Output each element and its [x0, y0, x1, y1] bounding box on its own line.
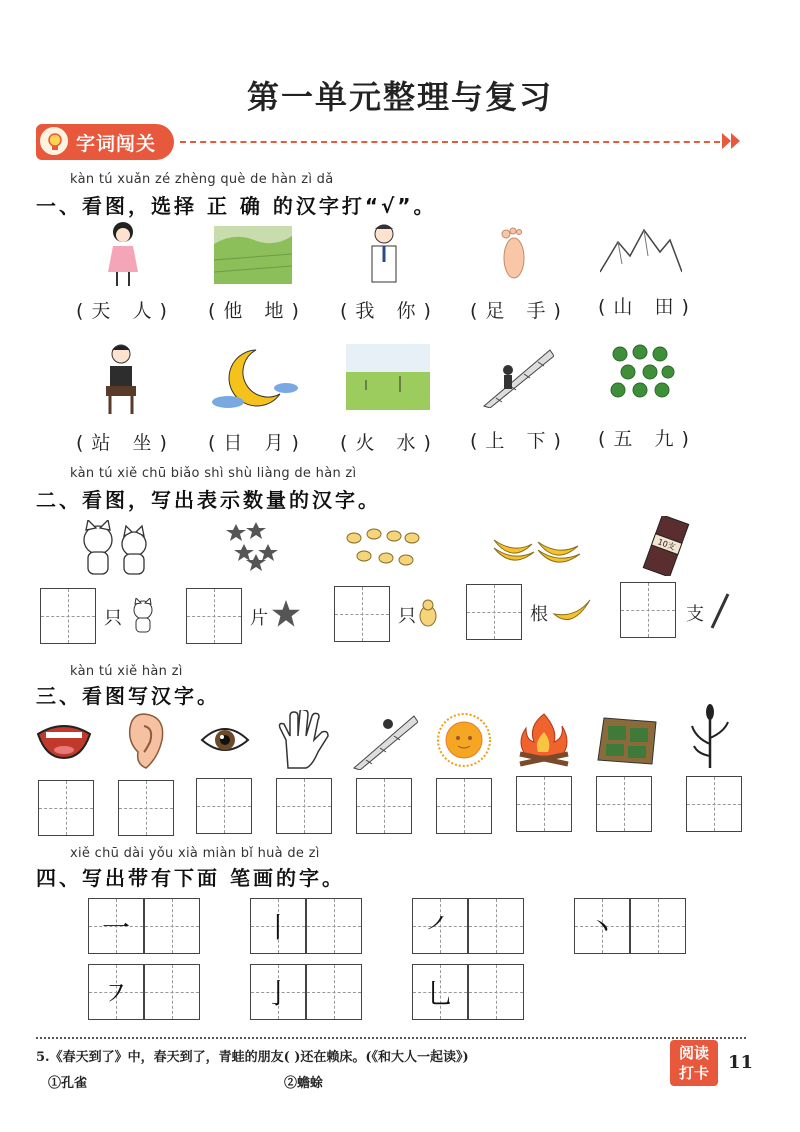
q1-choice-7[interactable]: (日 月) — [208, 432, 307, 454]
q3-answer-box-8[interactable] — [596, 776, 652, 832]
q3-answer-box-9[interactable] — [686, 776, 742, 832]
page-title: 第一单元整理与复习 — [246, 78, 553, 116]
snowflake-small-image — [272, 600, 300, 628]
q2-unit-5: 支 — [686, 604, 704, 625]
q4-stroke-pair-3[interactable] — [412, 898, 524, 954]
q3-answer-box-5[interactable] — [356, 778, 412, 834]
mouth-image — [36, 720, 92, 760]
q4-stroke-3: ㇒ — [425, 911, 454, 944]
pencil-box-image — [640, 516, 692, 576]
fire-image — [514, 712, 574, 768]
lightbulb-icon — [38, 125, 70, 157]
q4-stroke-4: 丶 — [587, 911, 616, 944]
section-banner — [36, 124, 174, 160]
field-image — [346, 344, 430, 410]
q4-stroke-7: 乚 — [425, 977, 454, 1010]
rice-field-image — [596, 716, 660, 766]
q1-choice-4[interactable]: (足 手) — [470, 300, 569, 322]
q2-unit-2: 片 — [250, 608, 268, 629]
reading-option-1[interactable]: ①孔雀 — [48, 1076, 88, 1091]
q4-pinyin: xiě chū dài yǒu xià miàn bǐ huà de zì — [70, 846, 320, 861]
chicks-image — [344, 524, 424, 574]
q3-answer-box-7[interactable] — [516, 776, 572, 832]
q2-answer-box-2[interactable] — [186, 588, 242, 644]
q3-answer-box-4[interactable] — [276, 778, 332, 834]
q2-heading: 二、看图，写出表示数量的汉字。 — [36, 488, 381, 512]
girl-image — [100, 220, 146, 290]
kitten-small-image — [128, 598, 158, 634]
q3-answer-box-2[interactable] — [118, 780, 174, 836]
foot-image — [498, 226, 530, 280]
q3-answer-box-6[interactable] — [436, 778, 492, 834]
q4-heading: 四、写出带有下面 笔画的字。 — [36, 866, 345, 890]
tag-line-1: 阅读 — [678, 1044, 709, 1062]
banana-small-image — [552, 596, 592, 624]
q2-unit-1: 只 — [104, 608, 122, 629]
q2-unit-4: 根 — [530, 604, 548, 625]
q1-choice-3[interactable]: (我 你) — [340, 300, 439, 322]
stairs-image — [480, 346, 554, 408]
q2-pinyin: kàn tú xiě chū biǎo shì shù liàng de hàn zì — [70, 466, 357, 481]
tag-line-2: 打卡 — [678, 1064, 709, 1082]
q3-pinyin: kàn tú xiě hàn zì — [70, 664, 183, 679]
sitting-man-image — [100, 342, 142, 416]
mountains-image — [600, 226, 682, 274]
chick-small-image — [418, 598, 438, 628]
page-number: 11 — [728, 1052, 754, 1073]
trees-image — [608, 344, 676, 406]
section-divider — [180, 141, 720, 143]
q1-choice-6[interactable]: (站 坐) — [76, 432, 175, 454]
q4-stroke-5: ㇇ — [101, 977, 130, 1010]
hand-image — [278, 710, 330, 770]
q1-pinyin: kàn tú xuǎn zé zhèng què de hàn zì dǎ — [70, 172, 334, 187]
q1-heading: 一、看图，选择 正 确 的汉字打“√”。 — [36, 194, 437, 218]
pencil-box-label: 10支 — [656, 537, 677, 552]
sun-image — [436, 712, 492, 768]
q1-choice-8[interactable]: (火 水) — [340, 432, 439, 454]
ear-image — [122, 712, 166, 770]
double-arrow-icon — [722, 131, 742, 151]
q2-unit-3: 只 — [398, 606, 416, 627]
q4-stroke-pair-5[interactable] — [88, 964, 200, 1020]
reading-checkin-tag — [670, 1040, 718, 1086]
bananas-image — [492, 530, 582, 570]
q4-stroke-pair-1[interactable] — [88, 898, 200, 954]
q2-answer-box-3[interactable] — [334, 586, 390, 642]
reading-option-2[interactable]: ②蟾蜍 — [284, 1076, 324, 1091]
section-label: 字词闯关 — [76, 133, 157, 155]
q1-choice-2[interactable]: (他 地) — [208, 300, 307, 322]
q4-stroke-pair-6[interactable] — [250, 964, 362, 1020]
kittens-image — [76, 520, 156, 576]
staircase-image — [352, 714, 418, 770]
q3-heading: 三、看图写汉字。 — [36, 684, 220, 708]
snowflakes-image — [226, 520, 282, 572]
q1-choice-5[interactable]: (山 田) — [598, 296, 697, 318]
footer-divider — [36, 1037, 746, 1039]
q4-stroke-pair-7[interactable] — [412, 964, 524, 1020]
q2-answer-box-4[interactable] — [466, 584, 522, 640]
q4-stroke-2: 丨 — [263, 911, 292, 944]
q1-choice-10[interactable]: (五 九) — [598, 428, 697, 450]
land-image — [214, 226, 292, 284]
pencil-small-image — [708, 592, 732, 630]
q1-choice-1[interactable]: (天 人) — [76, 300, 175, 322]
reading-question: 5.《春天到了》中，春天到了，青蛙的朋友( )还在赖床。(《和大人一起读》) — [36, 1050, 469, 1065]
q2-answer-box-1[interactable] — [40, 588, 96, 644]
q3-answer-box-1[interactable] — [38, 780, 94, 836]
q1-choice-9[interactable]: (上 下) — [470, 430, 569, 452]
q4-stroke-pair-2[interactable] — [250, 898, 362, 954]
moon-image — [210, 344, 300, 410]
q4-stroke-pair-4[interactable] — [574, 898, 686, 954]
grain-plant-image — [690, 704, 730, 770]
eye-image — [200, 720, 250, 760]
q4-stroke-6: 亅 — [263, 977, 292, 1010]
q2-answer-box-5[interactable] — [620, 582, 676, 638]
q3-answer-box-3[interactable] — [196, 778, 252, 834]
man-pointing-image — [364, 222, 404, 284]
q4-stroke-1: 一 — [101, 911, 130, 944]
